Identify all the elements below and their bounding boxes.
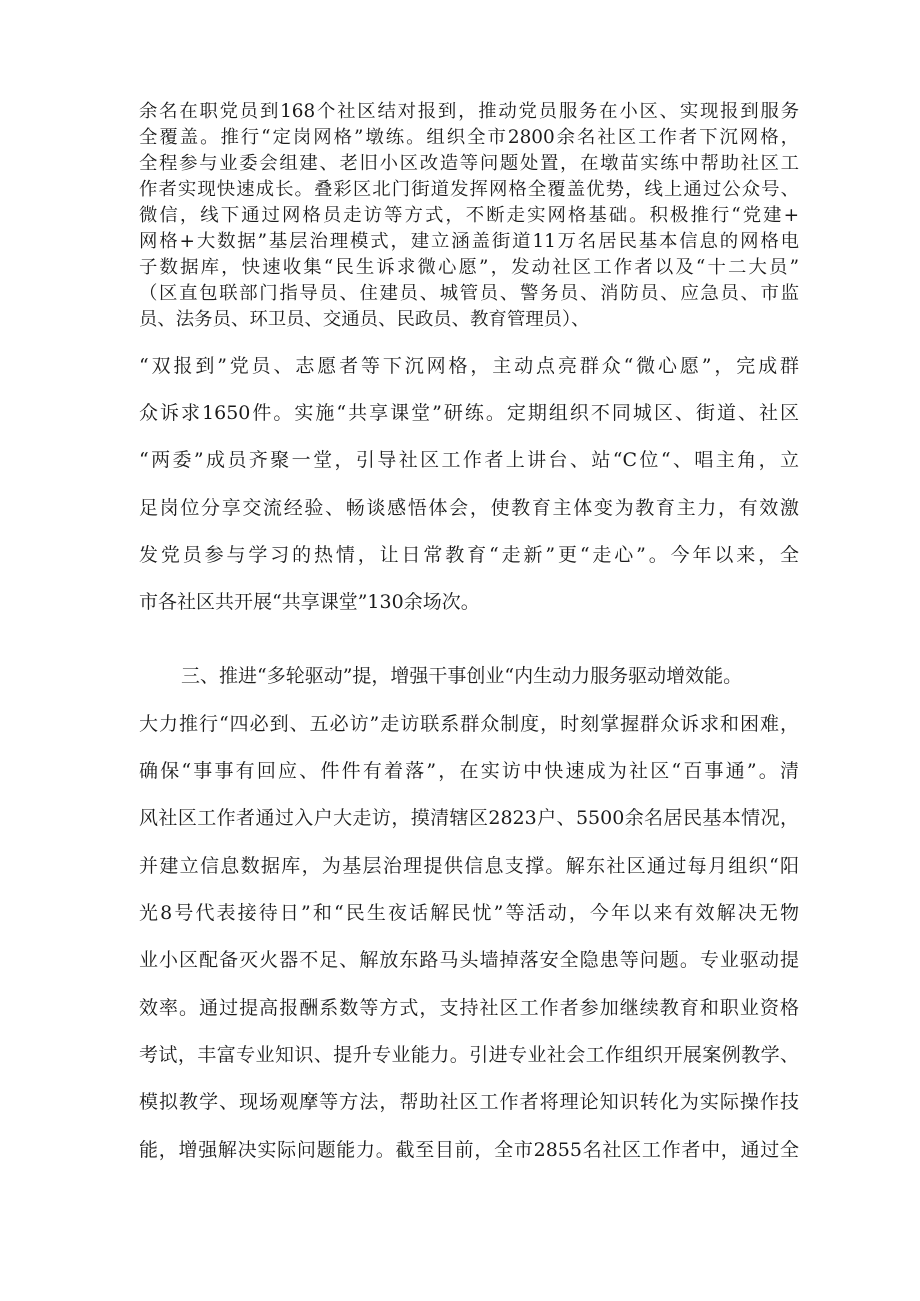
text-line: 大力推行“四必到、五必访”走访联系群众制度，时刻掌握群众诉求和困难，: [139, 713, 799, 735]
text-line: 众诉求1650件。实施“共享课堂”研练。定期组织不同城区、街道、社区: [139, 402, 799, 424]
section-heading: 三、推进“多轮驱动”提，增强干事创业“内生动力服务驱动增效能。: [181, 665, 743, 687]
text-line: “两委”成员齐聚一堂，引导社区工作者上讲台、站“C位“、唱主角，立: [139, 449, 799, 471]
text-line: 市各社区共开展“共享课堂”130余场次。: [139, 591, 480, 613]
text-line: 余名在职党员到168个社区结对报到，推动党员服务在小区、实现报到服务: [139, 101, 799, 122]
text-line: 风社区工作者通过入户大走访，摸清辖区2823户、5500余名居民基本情况，: [139, 807, 799, 829]
text-line: 业小区配备灭火器不足、解放东路马头墙掉落安全隐患等问题。专业驱动提: [139, 949, 799, 971]
text-line: 网格+大数据”基层治理模式，建立涵盖街道11万名居民基本信息的网格电: [139, 231, 799, 252]
text-line: （区直包联部门指导员、住建员、城管员、警务员、消防员、应急员、市监: [139, 283, 799, 304]
text-line: 子数据库，快速收集“民生诉求微心愿”，发动社区工作者以及“十二大员”: [139, 257, 799, 278]
text-line: 发党员参与学习的热情，让日常教育“走新”更“走心”。今年以来，全: [139, 544, 799, 566]
text-line: 并建立信息数据库，为基层治理提供信息支撑。解东社区通过每月组织“阳: [139, 855, 799, 877]
text-line: “双报到”党员、志愿者等下沉网格，主动点亮群众“微心愿”，完成群: [139, 355, 799, 377]
text-line: 微信，线下通过网格员走访等方式，不断走实网格基础。积极推行“党建+: [139, 205, 799, 226]
text-line: 足岗位分享交流经验、畅谈感悟体会，使教育主体变为教育主力，有效激: [139, 497, 799, 519]
text-line: 能，增强解决实际问题能力。截至目前，全市2855名社区工作者中，通过全: [139, 1139, 799, 1161]
text-line: 模拟教学、现场观摩等方法，帮助社区工作者将理论知识转化为实际操作技: [139, 1091, 799, 1113]
text-line: 员、法务员、环卫员、交通员、民政员、教育管理员）、: [139, 309, 590, 330]
text-line: 考试，丰富专业知识、提升专业能力。引进专业社会工作组织开展案例教学、: [139, 1044, 799, 1066]
text-line: 全覆盖。推行“定岗网格”墩练。组织全市2800余名社区工作者下沉网格，: [139, 127, 799, 148]
text-line: 效率。通过提高报酬系数等方式，支持社区工作者参加继续教育和职业资格: [139, 997, 799, 1019]
text-line: 全程参与业委会组建、老旧小区改造等问题处置，在墩苗实练中帮助社区工: [139, 153, 799, 174]
text-line: 确保“事事有回应、件件有着落”，在实访中快速成为社区“百事通”。清: [139, 760, 799, 782]
text-line: 作者实现快速成长。叠彩区北门街道发挥网格全覆盖优势，线上通过公众号、: [139, 179, 799, 200]
text-line: 光8号代表接待日”和“民生夜话解民忧”等活动，今年以来有效解决无物: [139, 902, 799, 924]
